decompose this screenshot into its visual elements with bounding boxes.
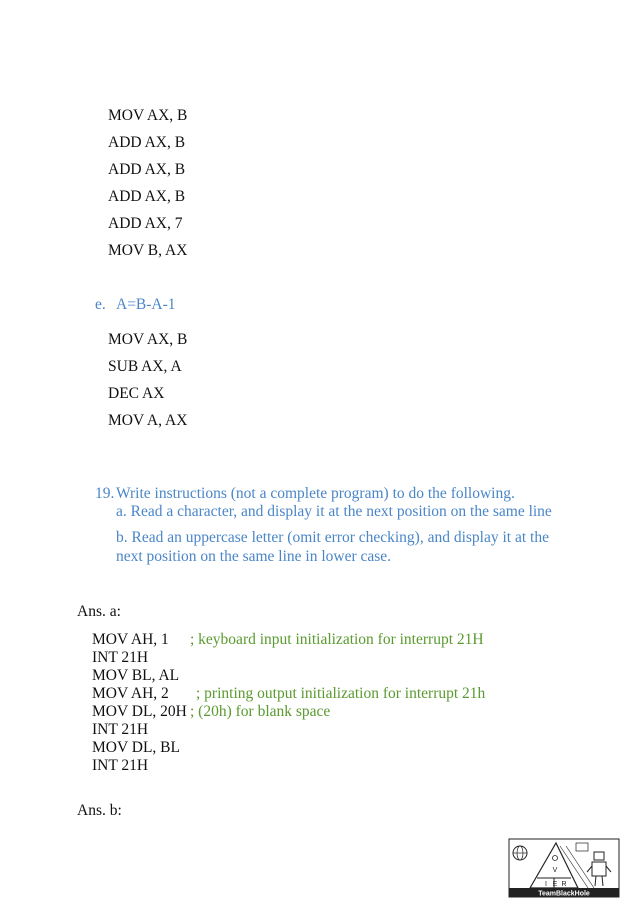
code-line: MOV BL, AL (92, 667, 180, 684)
code-line: INT 21H (92, 757, 149, 774)
code-line: DEC AX (108, 385, 165, 402)
question-number: 19. (95, 485, 115, 502)
code-line: MOV DL, BL (92, 739, 180, 756)
logo-graphic (508, 838, 620, 898)
item-e-marker: e. (95, 296, 106, 313)
answer-a-label: Ans. a: (77, 603, 121, 620)
svg-text:V: V (552, 867, 558, 874)
code-line: MOV DL, 20H (92, 703, 187, 720)
code-comment: ; printing output initialization for interrupt 21h (196, 685, 486, 702)
svg-text:TeamBlackHole: TeamBlackHole (538, 890, 590, 898)
code-line: MOV B, AX (108, 242, 188, 259)
item-e-heading: A=B-A-1 (116, 296, 176, 313)
team-logo (508, 838, 620, 903)
question-part-b-cont: next position on the same line in lower case. (116, 548, 392, 565)
question-part-b: b. Read an uppercase letter (omit error checking), and display it at the (116, 529, 549, 546)
question-part-a: a. Read a character, and display it at the next position on the same line (116, 503, 552, 520)
code-line: INT 21H (92, 649, 149, 666)
code-line: SUB AX, A (108, 358, 182, 375)
svg-text:I: I (545, 881, 547, 888)
code-line: MOV AH, 1 (92, 631, 169, 648)
question-text: Write instructions (not a complete program) to do the following. (116, 485, 515, 502)
code-line: MOV AX, B (108, 107, 188, 124)
code-line: ADD AX, B (108, 134, 186, 151)
svg-text:E: E (552, 881, 558, 888)
code-comment: ; (20h) for blank space (190, 703, 331, 720)
code-line: MOV AX, B (108, 331, 188, 348)
code-line: ADD AX, B (108, 161, 186, 178)
code-line: MOV AH, 2 (92, 685, 169, 702)
code-line: ADD AX, B (108, 188, 186, 205)
code-line: ADD AX, 7 (108, 215, 183, 232)
code-line: MOV A, AX (108, 412, 188, 429)
svg-text:R: R (561, 881, 567, 888)
answer-b-label: Ans. b: (77, 802, 122, 819)
code-comment: ; keyboard input initialization for interrupt 21H (190, 631, 484, 648)
code-line: INT 21H (92, 721, 149, 738)
